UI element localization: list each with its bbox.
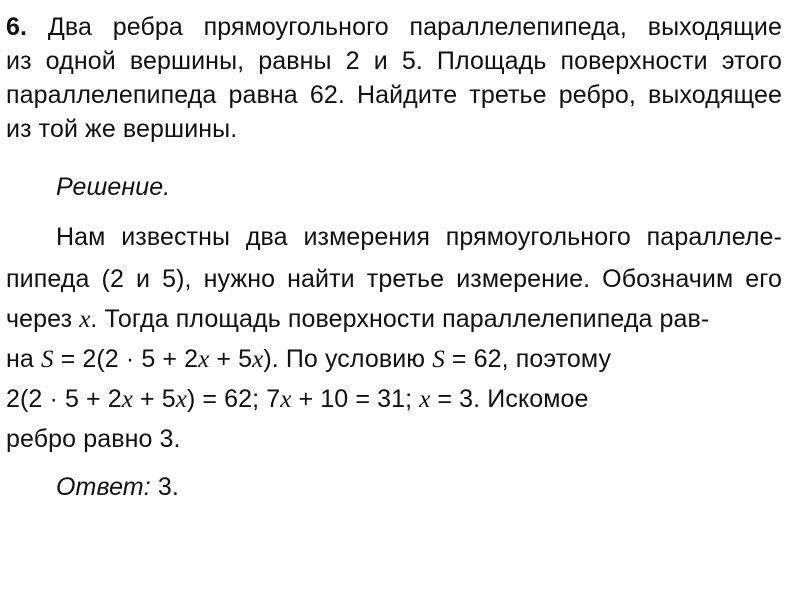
problem-line-1 [6,10,782,44]
problem-text-4: из той же вершины. [6,115,238,143]
solution-formula-5c: ) = 62; 7 [186,385,281,413]
solution-formula-4c: ). По условию [263,345,433,373]
solution-line-5 [6,382,782,417]
math-variable-x: x [280,386,292,413]
solution-line-4 [6,342,782,377]
problem-text-1: Два ребра прямоугольного параллелепипеда, выходящие [47,13,782,41]
solution-text-2: пипеда (2 и 5), нужно найти третье измерение. Обозначим его [6,265,782,293]
problem-line-3 [6,78,782,112]
solution-text-3a: через [6,305,73,333]
math-variable-x: x [79,306,91,333]
problem-text-3: параллелепипеда равна 62. Найдите третье ребро, выходящее [6,81,782,109]
solution-text-4a: на [6,345,34,373]
solution-formula-4a: = 2(2 · 5 + 2 [53,345,199,373]
math-variable-x: x [121,386,133,413]
problem-number: 6. [6,13,28,41]
math-variable-s: S [432,346,445,373]
solution-heading: Решение. [56,173,171,201]
problem-text-2: из одной вершины, равны 2 и 5. Площадь поверхности этого [6,47,782,75]
problem-line-4 [6,112,800,146]
solution-line-6 [6,422,800,456]
solution-line-2 [6,262,782,296]
math-variable-x: x [252,346,264,373]
solution-formula-5a: 2(2 · 5 + 2 [6,385,122,413]
solution-text-1: Нам известны два измерения прямоугольного параллеле- [56,223,782,251]
math-variable-x: x [419,386,431,413]
solution-line-1 [56,220,782,254]
solution-text-6: ребро равно 3. [6,425,181,453]
answer-label: Ответ: [56,473,151,501]
answer-value: 3. [157,473,179,501]
problem-line-2 [6,44,782,78]
solution-formula-5b: + 5 [132,385,176,413]
solution-formula-5d: + 10 = 31; [291,385,420,413]
math-variable-x: x [198,346,210,373]
solution-text-3b: . Тогда площадь поверхности параллелепипеда рав- [90,305,710,333]
solution-formula-4b: + 5 [209,345,253,373]
solution-formula-5e: = 3. Искомое [430,385,589,413]
answer-line [56,470,800,504]
solution-line-3 [6,302,782,337]
math-variable-x: x [175,386,187,413]
math-variable-s: S [40,346,54,373]
solution-formula-4d: = 62, поэтому [444,345,612,373]
